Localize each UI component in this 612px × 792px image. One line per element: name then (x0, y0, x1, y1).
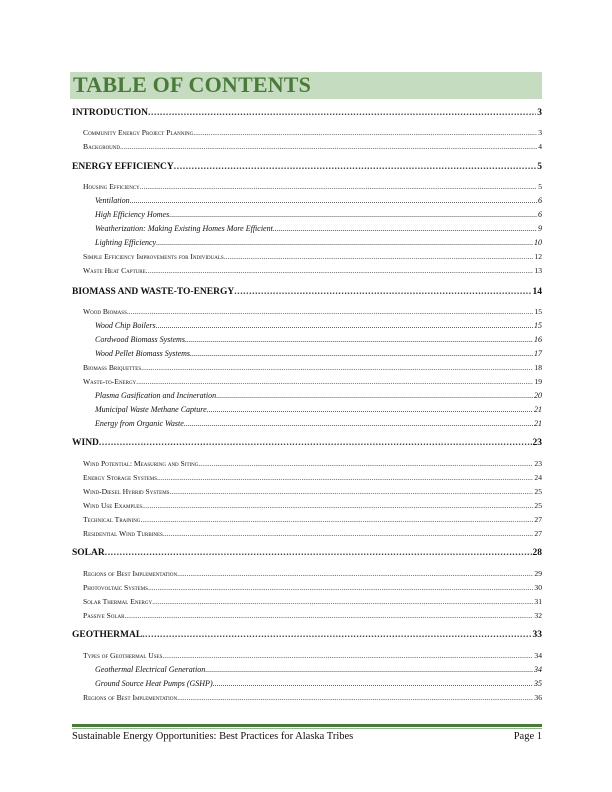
toc-entry[interactable] (83, 597, 542, 606)
dot-leader (169, 487, 533, 496)
toc-entry-label: Waste-to-Energy (83, 377, 137, 386)
toc-entry-label: Biomass Briquettes (83, 363, 142, 372)
dot-leader (193, 128, 537, 137)
dot-leader (184, 419, 533, 428)
dot-leader (157, 473, 533, 482)
toc-entry-page: 25 (534, 487, 542, 496)
toc-entry-label: Housing Efficiency (83, 182, 140, 191)
toc-entry[interactable] (83, 693, 542, 702)
toc-entry-page: 24 (534, 473, 542, 482)
toc-entry-label: Wind Use Examples (83, 501, 143, 510)
dot-leader (177, 693, 533, 702)
footer-divider (72, 724, 542, 727)
toc-entry[interactable] (83, 515, 542, 524)
dot-leader (156, 238, 533, 247)
toc-entry-page: 13 (534, 266, 542, 275)
toc-entry[interactable] (83, 377, 542, 386)
toc-entry[interactable] (83, 651, 542, 660)
toc-entry[interactable] (83, 487, 542, 496)
dot-leader (127, 307, 534, 316)
toc-entry[interactable] (95, 210, 542, 219)
toc-entry-page: 29 (534, 569, 542, 578)
dot-leader (120, 142, 537, 151)
toc-entry[interactable] (72, 108, 542, 118)
toc-entry[interactable] (95, 321, 542, 330)
toc-entry[interactable] (83, 569, 542, 578)
toc-entry-page: 23 (534, 459, 542, 468)
dot-leader (198, 459, 533, 468)
toc-entry[interactable] (95, 349, 542, 358)
dot-leader (224, 252, 534, 261)
toc-entry[interactable] (83, 128, 542, 137)
dot-leader (142, 501, 533, 510)
toc-entry-page: 15 (534, 321, 542, 330)
toc-entry-label: Weatherization: Making Existing Homes More Efficient (95, 224, 273, 233)
toc-entry-label: Ventilation (95, 196, 130, 205)
footer-page-number: Page 1 (513, 731, 542, 742)
toc-entry[interactable] (83, 473, 542, 482)
toc-entry-label: Energy Storage Systems (83, 473, 158, 482)
page-title: TABLE OF CONTENTS (73, 72, 312, 97)
toc-entry-page: 18 (534, 363, 542, 372)
dot-leader (152, 597, 533, 606)
toc-entry-page: 19 (534, 377, 542, 386)
toc-entry-label: ENERGY EFFICIENCY (72, 162, 174, 172)
toc-entry-label: Energy from Organic Waste (95, 419, 184, 428)
toc-entry-label: BIOMASS AND WASTE-TO-ENERGY (72, 287, 235, 297)
toc-entry-label: Technical Training (83, 515, 141, 524)
dot-leader (169, 210, 537, 219)
dot-leader (156, 321, 533, 330)
toc-entry-page: 21 (534, 405, 542, 414)
toc-entry[interactable] (72, 162, 542, 172)
toc-entry-page: 4 (538, 142, 542, 151)
dot-leader (99, 438, 532, 448)
dot-leader (146, 266, 534, 275)
toc-entry-page: 30 (534, 583, 542, 592)
toc-entry-label: Passive Solar (83, 611, 125, 620)
toc-entry-page: 10 (534, 238, 542, 247)
toc-entry[interactable] (72, 630, 542, 640)
toc-entry-page: 20 (534, 391, 542, 400)
dot-leader (148, 583, 533, 592)
dot-leader (130, 196, 537, 205)
dot-leader (216, 391, 533, 400)
toc-entry[interactable] (95, 224, 542, 233)
toc-entry-label: Simple Efficiency Improvements for Individuals (83, 252, 224, 261)
dot-leader (205, 665, 533, 674)
toc-entry-page: 36 (534, 693, 542, 702)
dot-leader (142, 630, 531, 640)
toc-entry-label: GEOTHERMAL (72, 630, 143, 640)
toc-entry-page: 31 (534, 597, 542, 606)
toc-entry-label: Wood Chip Boilers (95, 321, 156, 330)
toc-entry[interactable] (83, 501, 542, 510)
dot-leader (124, 611, 533, 620)
toc-entry-label: Municipal Waste Methane Capture (95, 405, 207, 414)
dot-leader (148, 108, 536, 118)
toc-entry-label: Wood Biomass (83, 307, 127, 316)
toc-entry-page: 3 (538, 128, 542, 137)
toc-entry-label: Solar Thermal Energy (83, 597, 153, 606)
toc-entry[interactable] (83, 142, 542, 151)
dot-leader (190, 349, 533, 358)
toc-entry-page: 21 (534, 419, 542, 428)
toc-entry-page: 34 (534, 651, 542, 660)
toc-entry-page: 16 (534, 335, 542, 344)
dot-leader (141, 363, 533, 372)
toc-entry-page: 34 (534, 665, 542, 674)
toc-entry-page: 3 (537, 108, 542, 118)
toc-entry[interactable] (95, 196, 542, 205)
footer-document-title: Sustainable Energy Opportunities: Best Practices for Alaska Tribes (72, 731, 354, 742)
footer-divider-thin (72, 728, 542, 729)
toc-entry[interactable] (95, 679, 542, 688)
dot-leader (136, 377, 533, 386)
toc-entry-page: 23 (532, 438, 542, 448)
toc-entry[interactable] (83, 307, 542, 316)
dot-leader (162, 651, 533, 660)
toc-entry[interactable] (83, 459, 542, 468)
dot-leader (140, 182, 537, 191)
toc-entry[interactable] (95, 335, 542, 344)
toc-entry-label: Wood Pellet Biomass Systems (95, 349, 191, 358)
toc-entry[interactable] (95, 391, 542, 400)
toc-entry-page: 27 (534, 515, 542, 524)
toc-entry-page: 17 (534, 349, 542, 358)
toc-entry-page: 5 (538, 182, 542, 191)
toc-entry-label: Regions of Best Implementation (83, 569, 178, 578)
toc-entry[interactable] (83, 182, 542, 191)
toc-entry[interactable] (72, 287, 542, 297)
toc-entry-label: Background (83, 142, 121, 151)
toc-entry-label: Types of Geothermal Uses (83, 651, 163, 660)
toc-entry-page: 6 (538, 196, 542, 205)
toc-entry-label: Residential Wind Turbines (83, 529, 163, 538)
toc-entry[interactable] (95, 419, 542, 428)
toc-entry[interactable] (83, 529, 542, 538)
toc-entry-label: INTRODUCTION (72, 108, 149, 118)
toc-entry[interactable] (95, 238, 542, 247)
toc-entry[interactable] (72, 548, 542, 558)
toc-entry[interactable] (83, 611, 542, 620)
toc-entry[interactable] (95, 405, 542, 414)
toc-entry-page: 9 (538, 224, 542, 233)
toc-entry-page: 32 (534, 611, 542, 620)
toc-entry-label: Lighting Efficiency (95, 238, 157, 247)
dot-leader (177, 569, 533, 578)
toc-entry-label: Photovoltaic Systems (83, 583, 148, 592)
toc-entry-label: Cordwood Biomass Systems (95, 335, 185, 344)
dot-leader (207, 405, 533, 414)
toc-entry-label: Waste Heat Capture (83, 266, 146, 275)
toc-entry-label: Plasma Gasification and Incineration (95, 391, 217, 400)
toc-entry-label: Wind-Diesel Hybrid Systems (83, 487, 170, 496)
toc-entry-page: 27 (534, 529, 542, 538)
toc-entry-label: SOLAR (72, 548, 105, 558)
dot-leader (273, 224, 537, 233)
toc-entry-page: 33 (532, 630, 542, 640)
toc-entry[interactable] (72, 438, 542, 448)
toc-entry-label: Community Energy Project Planning (83, 128, 194, 137)
toc-entry-page: 14 (532, 287, 542, 297)
toc-entry-page: 35 (534, 679, 542, 688)
dot-leader (140, 515, 533, 524)
toc-entry-page: 12 (534, 252, 542, 261)
toc-entry-page: 25 (534, 501, 542, 510)
toc-entry-page: 15 (534, 307, 542, 316)
toc-entry[interactable] (95, 665, 542, 674)
dot-leader (213, 679, 533, 688)
dot-leader (185, 335, 533, 344)
toc-entry-page: 28 (532, 548, 542, 558)
toc-entry[interactable] (83, 363, 542, 372)
toc-entry-page: 6 (538, 210, 542, 219)
toc-entry[interactable] (83, 583, 542, 592)
toc-entry-label: High Efficiency Homes (95, 210, 170, 219)
dot-leader (105, 548, 532, 558)
dot-leader (163, 529, 534, 538)
toc-entry[interactable] (83, 266, 542, 275)
dot-leader (234, 287, 531, 297)
dot-leader (174, 162, 536, 172)
toc-entry-label: Geothermal Electrical Generation (95, 665, 206, 674)
toc-entry-label: Wind Potential: Measuring and Siting (83, 459, 199, 468)
toc-entry[interactable] (83, 252, 542, 261)
toc-entry-label: WIND (72, 438, 99, 448)
toc-entry-page: 5 (537, 162, 542, 172)
toc-entry-label: Ground Source Heat Pumps (GSHP) (95, 679, 213, 688)
toc-entry-label: Regions of Best Implementation (83, 693, 178, 702)
